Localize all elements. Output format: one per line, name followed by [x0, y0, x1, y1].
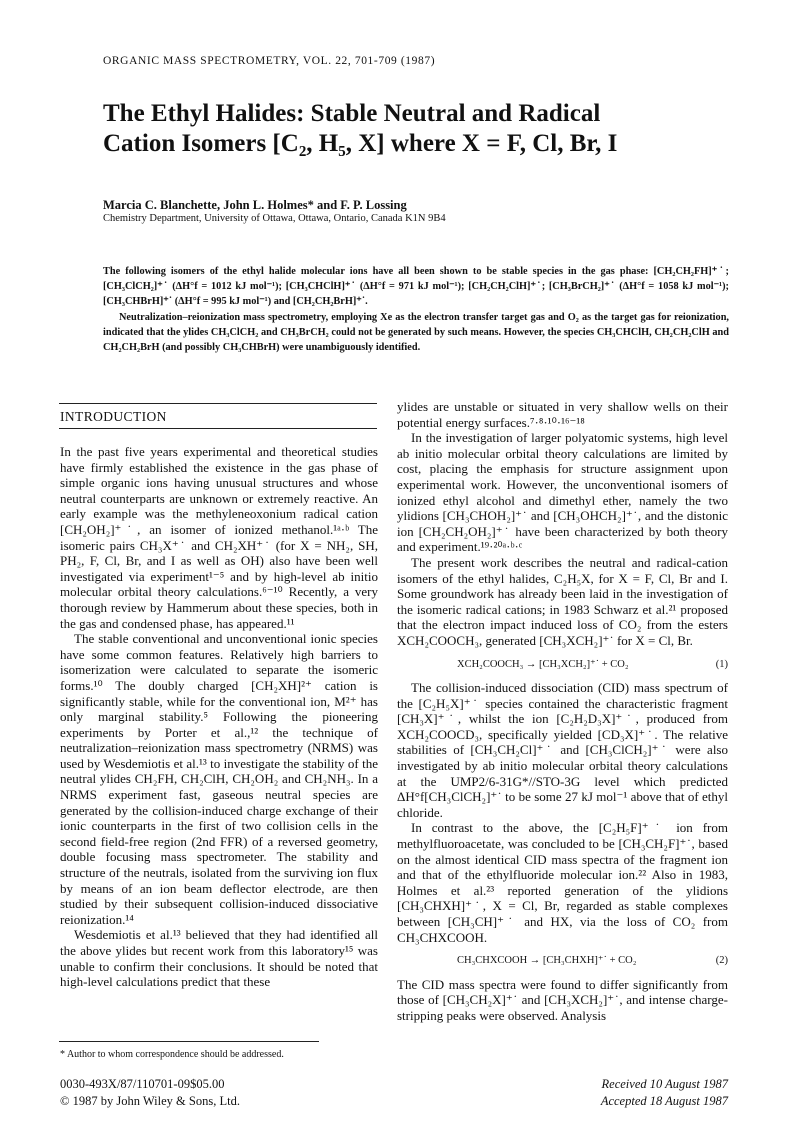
abstract-paragraph: Neutralization–reionization mass spectrometry, employing Xe as the electron transfer target gas and O₂ as the target gas for reionization, indicated that the ylides CH₃ClCH₂ and CH₃BrCH₂ could not be generated by such means. However, the species CH₃CHClH, CH₂CH₂ClH and CH₂CH₂BrH (and possibly CH₃CHBrH) were unambiguously identified.: [103, 311, 729, 354]
received-date: Received 10 August 1987: [601, 1077, 728, 1091]
section-title: INTRODUCTION: [60, 409, 167, 424]
equation-text: CH₃CHXCOOH → [CH₃CHXH]⁺˙ + CO₂: [457, 955, 637, 967]
footnote: * Author to whom correspondence should be addressed.: [60, 1049, 284, 1060]
section-rule-bottom: [59, 428, 377, 429]
affiliation: Chemistry Department, University of Ottawa, Ottawa, Ontario, Canada K1N 9B4: [103, 213, 446, 224]
body-paragraph: In the past five years experimental and theoretical studies have firmly established the existence in the gas phase of simple organic ions having unusual structures and whose neutral counterparts are unknown or extremely reactive. An early example was the methyleneoxonium radical cation [CH₂OH₂]⁺˙, an isomer of ionized methanol.¹ᵃ·ᵇ The isomeric pairs CH₃X⁺˙ and CH₂XH⁺˙ (for X = NH₂, SH, PH₂, F, Cl, Br, and I as well as OH) also have been well investigated via experiment¹⁻⁵ and by high-level ab initio molecular orbital theory calculations.⁶⁻¹⁰ Recently, a very thorough review by Hammerum about these species, both in the gas and condensed phase, has appeared.¹¹: [60, 444, 378, 631]
section-rule-top: [59, 403, 377, 404]
body-paragraph: The stable conventional and unconventional ionic species have some common features. Relatively high barriers to isomerization were calculated to separate the isomeric forms.¹⁰ The doubly charged [CH₂XH]²⁺ cation is significantly stable, while for the conventional ion, M²⁺ has only marginal stability.⁵ Following the pioneering experiments by Porter et al.,¹² the technique of neutralization–reionization mass spectrometry (NRMS) was used by Wesdemiotis et al.¹³ to investigate the stability of the neutral ylides CH₂FH, CH₂ClH, CH₂OH₂ and CH₂NH₃. In a NRMS experiment fast, gaseous neutral species are generated by the collision-induced charge exchange of their ionic counterparts in the first of two collision cells in the second field-free region (2nd FFR) of a reversed geometry, double focusing mass spectrometer. The stability and structure of the neutrals, isolated from the surviving ion flux by means of an ion beam deflector electrode, are then studied by their subsequent collision-induced dissociative reionization.¹⁴: [60, 631, 378, 927]
body-paragraph: In the investigation of larger polyatomic systems, high level ab initio molecular orbital theory calculations are limited by cost, placing the emphasis for structure assignment upon experimental work. However, the unconventional isomers of ionized ethyl alcohol and dimethyl ether, namely the two ylidions [CH₃CHOH₂]⁺˙ and [CH₃OHCH₂]⁺˙, and the distonic ion [CH₂CH₂OH₂]⁺˙ have been characterized by both theory and experiment.¹⁹·²⁰ᵃ·ᵇ·ᶜ: [397, 430, 728, 555]
body-paragraph: In contrast to the above, the [C₂H₅F]⁺˙ ion from methylfluoroacetate, was concluded to be [CH₃CH₂F]⁺˙, based on the almost identical CID mass spectra of the fragment ion and that of the ethylfluoride molecular ion.²² Also in 1983, Holmes et al.²³ reported generation of the ylidions [CH₃CHXH]⁺˙, X = Cl, Br, regarded as stable complexes between [CH₃CH]⁺˙ and HX, via the loss of CO₂ from CH₃CHXCOOH.: [397, 820, 728, 945]
equation-1: [397, 657, 728, 673]
body-paragraph: The CID mass spectra were found to differ significantly from those of [CH₃CH₂X]⁺˙ and [CH₃XCH₂]⁺˙, and intense charge-stripping peaks were observed. Analysis: [397, 976, 728, 1023]
journal-header: ORGANIC MASS SPECTROMETRY, VOL. 22, 701-709 (1987): [103, 55, 436, 67]
right-column: [397, 399, 728, 1024]
body-paragraph: Wesdemiotis et al.¹³ believed that they had identified all the above ylides but recent work from this laboratory¹⁵ was unable to confirm their conclusions. It should be noted that high-level calculations predict that these: [60, 927, 378, 990]
publication-info: [60, 1076, 240, 1110]
equation-text: XCH₂COOCH₃ → [CH₃XCH₂]⁺˙ + CO₂: [457, 658, 629, 670]
body-paragraph: ylides are unstable or situated in very shallow wells on their potential energy surfaces.⁷·⁸·¹⁰·¹⁶⁻¹⁸: [397, 399, 728, 430]
dates: [560, 1076, 728, 1110]
title-line-2: Cation Isomers [C₂, H₅, X] where X = F, Cl, Br, I: [103, 130, 618, 157]
accepted-date: Accepted 18 August 1987: [600, 1094, 728, 1108]
body-paragraph: The collision-induced dissociation (CID) mass spectrum of the [C₂H₅X]⁺˙ species contained the characteristic fragment [CH₃X]⁺˙, whilst the ion [C₂H₂D₃X]⁺˙, produced from XCH₂COOCD₃, specifically yielded [CD₃X]⁺˙. The relative stabilities of [CH₃CH₂Cl]⁺˙ and [CH₃ClCH₂]⁺˙ were also investigated by ab initio molecular orbital theory calculations at the UMP2/6-31G*//STO-3G level which predicted ΔH°f[CH₃ClCH₂]⁺˙ to be some 27 kJ mol⁻¹ above that of ethyl chloride.: [397, 680, 728, 820]
footnote-rule: [59, 1041, 319, 1042]
authors: Marcia C. Blanchette, John L. Holmes* and F. P. Lossing: [103, 198, 407, 212]
article-code: 0030-493X/87/110701-09$05.00: [60, 1077, 225, 1091]
title-line-1: The Ethyl Halides: Stable Neutral and Radical: [103, 100, 601, 127]
equation-number: (1): [715, 658, 728, 670]
equation-2: [397, 953, 728, 969]
abstract-paragraph: The following isomers of the ethyl halide molecular ions have all been shown to be stable species in the gas phase: [CH₂CH₂FH]⁺˙; [CH₃ClCH₂]⁺˙ (ΔH°f = 1012 kJ mol⁻¹); [CH₃CHClH]⁺˙ (ΔH°f = 971 kJ mol⁻¹); [CH₂CH₂ClH]⁺˙; [CH₃BrCH₂]⁺˙ (ΔH°f = 1058 kJ mol⁻¹); [CH₃CHBrH]⁺˙ (ΔH°f = 995 kJ mol⁻¹) and [CH₂CH₂BrH]⁺˙.: [103, 266, 729, 308]
left-column: [60, 444, 378, 990]
abstract: [103, 264, 729, 355]
article-title: [103, 99, 743, 159]
copyright: © 1987 by John Wiley & Sons, Ltd.: [60, 1094, 240, 1108]
equation-number: (2): [715, 955, 728, 967]
body-paragraph: The present work describes the neutral and radical-cation isomers of the ethyl halides, C₂H₅X, for X = F, Cl, Br and I. Some groundwork has already been laid in the investigation of the isomeric radical cations; in 1983 Schwarz et al.²¹ proposed that the electron impact induced loss of CO₂ from the esters XCH₂COOCH₃, generated [CH₃XCH₂]⁺˙ for X = Cl, Br.: [397, 554, 728, 648]
